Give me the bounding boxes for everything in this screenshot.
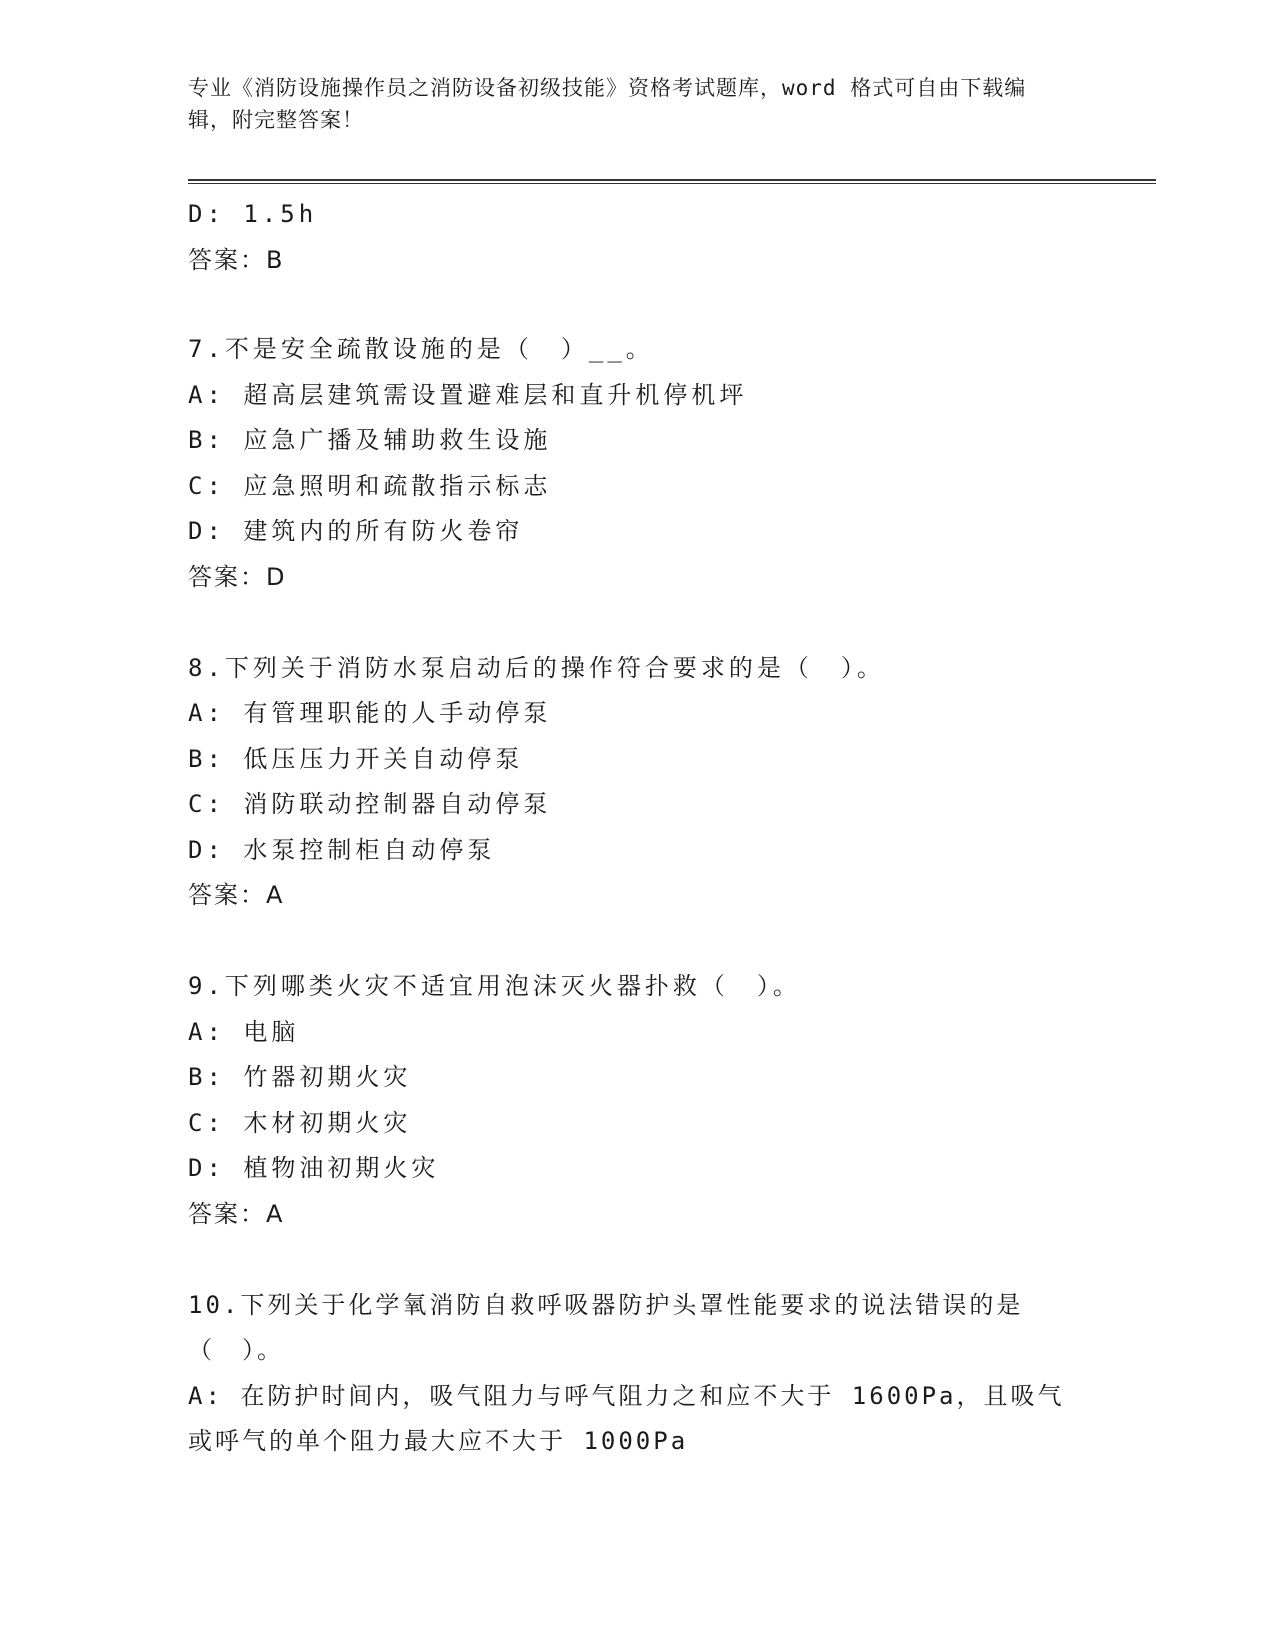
question-stem: 8.下列关于消防水泵启动后的操作符合要求的是（ ）。 bbox=[188, 653, 885, 682]
option-d: D: 植物油初期火灾 bbox=[188, 1154, 440, 1182]
option-c: C: 木材初期火灾 bbox=[188, 1108, 412, 1137]
option-d: D: 建筑内的所有防火卷帘 bbox=[188, 517, 524, 545]
question-stem: 9.下列哪类火灾不适宜用泡沫灭火器扑救（ ）。 bbox=[188, 972, 801, 1000]
option-b: B: 竹器初期火灾 bbox=[188, 1063, 412, 1091]
answer-line: 答案：A bbox=[188, 881, 285, 909]
option-c: C: 应急照明和疏散指示标志 bbox=[188, 471, 552, 500]
option-b: B: 低压压力开关自动停泵 bbox=[188, 744, 524, 773]
question-8 bbox=[188, 646, 1088, 919]
option-c: C: 消防联动控制器自动停泵 bbox=[188, 790, 552, 818]
option-a: A: 超高层建筑需设置避难层和直升机停机坪 bbox=[188, 380, 748, 409]
answer-line: 答案：D bbox=[188, 562, 287, 591]
question-stem: 10.下列关于化学氧消防自救呼吸器防护头罩性能要求的说法错误的是（ ）。 bbox=[188, 1290, 1024, 1364]
answer-line: 答案：A bbox=[188, 1199, 285, 1228]
answer-line: 答案：B bbox=[188, 245, 285, 274]
option-a: A: 在防护时间内，吸气阻力与呼气阻力之和应不大于 1600Pa，且吸气或呼气的单个阻力最大应不大于 1000Pa bbox=[188, 1381, 1065, 1455]
option-d: D: 1.5h bbox=[188, 200, 318, 228]
question-9 bbox=[188, 964, 1088, 1237]
option-a: A: 电脑 bbox=[188, 1017, 300, 1046]
document-content bbox=[188, 192, 1088, 1465]
question-stem: 7.不是安全疏散设施的是（ ）__。 bbox=[188, 335, 654, 363]
previous-question-tail bbox=[188, 192, 1088, 283]
option-a: A: 有管理职能的人手动停泵 bbox=[188, 699, 552, 727]
option-b: B: 应急广播及辅助救生设施 bbox=[188, 426, 552, 454]
question-7 bbox=[188, 327, 1088, 600]
option-d: D: 水泵控制柜自动停泵 bbox=[188, 835, 496, 864]
question-10 bbox=[188, 1283, 1088, 1465]
header-divider bbox=[188, 179, 1156, 184]
document-header: 专业《消防设施操作员之消防设备初级技能》资格考试题库，word 格式可自由下载编辑，附完整答案！ bbox=[188, 76, 1027, 132]
